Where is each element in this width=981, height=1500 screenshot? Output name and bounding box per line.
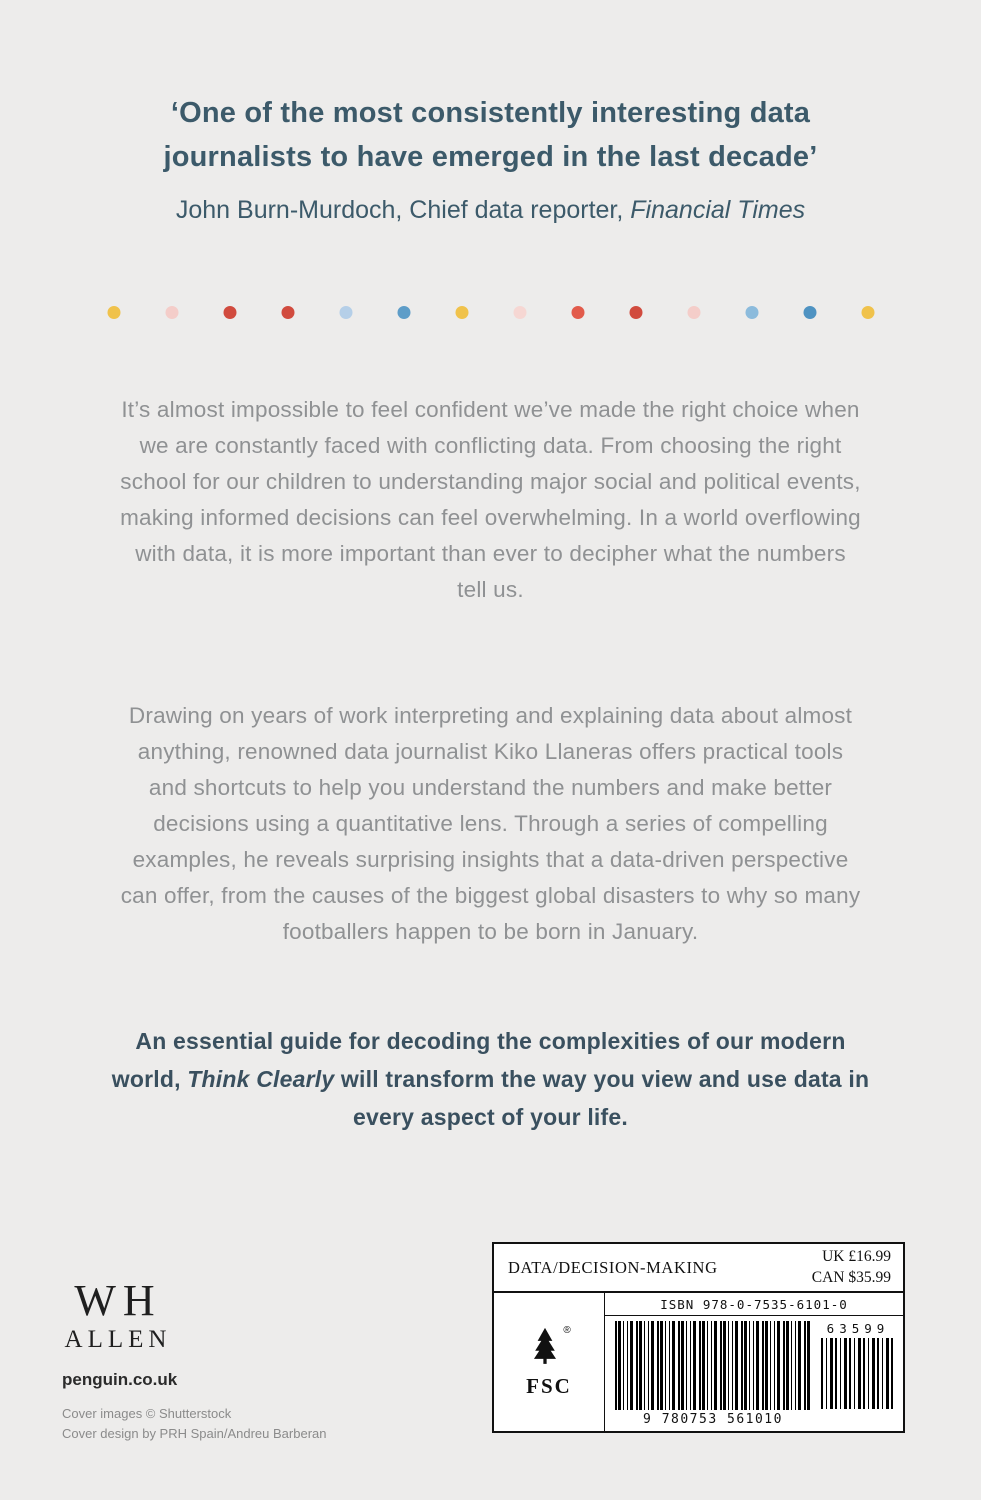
price-can: CAN $35.99 (811, 1268, 891, 1286)
dot (687, 306, 700, 319)
dot (397, 306, 410, 319)
synopsis-paragraph-3 (106, 1022, 876, 1136)
quote-attribution (81, 193, 901, 228)
addon-barcode-bars (821, 1338, 895, 1409)
logo-line-allen: ALLEN (64, 1326, 172, 1354)
synopsis-paragraph-2: Drawing on years of work interpreting and explaining data about almost anything, renowned data journalist Kiko Llaneras offers practical tools and shortcuts to help you understand the numbers and make better decisions using a quantitative lens. Through a series of compelling examples, he reveals surprising insights that a data-driven perspective can offer, from the causes of the biggest global disasters to why so many footballers happen to be born in January. (120, 703, 861, 944)
barcode-box-body (494, 1293, 903, 1431)
price-uk: UK £16.99 (822, 1247, 891, 1265)
p3-text-before: An essential guide for decoding the complexities of our modern world, (111, 1028, 846, 1092)
publisher-website: penguin.co.uk (62, 1370, 178, 1390)
fsc-logo (494, 1293, 604, 1431)
publisher-block (62, 1278, 362, 1444)
cover-credits (62, 1404, 362, 1444)
main-barcode-bars (615, 1321, 811, 1410)
dot (339, 306, 352, 319)
quote-line-1: ‘One of the most consistently interesting data (170, 97, 811, 129)
dot (513, 306, 526, 319)
dot (165, 306, 178, 319)
fsc-tree-icon (527, 1325, 570, 1370)
barcode-box (492, 1242, 905, 1433)
wh-allen-logo (62, 1278, 174, 1354)
dot (223, 306, 236, 319)
dots-row (107, 306, 874, 319)
dot (107, 306, 120, 319)
price-block (812, 1247, 891, 1289)
quote-line-2: journalists to have emerged in the last decade’ (163, 140, 818, 173)
review-quote (81, 92, 901, 179)
dot (571, 306, 584, 319)
p3-text-after: will transform the way you view and use data in every aspect of your life. (334, 1066, 870, 1130)
main-barcode (615, 1321, 811, 1427)
category-label: DATA/DECISION-MAKING (508, 1257, 718, 1277)
barcode-row (605, 1316, 903, 1431)
dot (803, 306, 816, 319)
dot (455, 306, 468, 319)
dot (861, 306, 874, 319)
p3-book-title: Think Clearly (187, 1066, 335, 1092)
dot (281, 306, 294, 319)
isbn-label: ISBN 978-0-7535-6101-0 (605, 1293, 903, 1316)
fsc-registered-mark: ® (563, 1325, 571, 1336)
credit-images: Cover images © Shutterstock (62, 1406, 232, 1422)
fsc-label: FSC (526, 1374, 572, 1398)
attribution-name: John Burn-Murdoch, Chief data reporter, (175, 196, 631, 224)
attribution-publication: Financial Times (630, 196, 806, 224)
barcode-number: 9 780753 561010 (643, 1412, 783, 1427)
credit-design: Cover design by PRH Spain/Andreu Barberan (62, 1426, 327, 1442)
dot (745, 306, 758, 319)
barcode-box-header (494, 1244, 903, 1293)
logo-line-wh: WH (74, 1276, 162, 1325)
synopsis-paragraph-1: It’s almost impossible to feel confident we’ve made the right choice when we are constantly faced with conflicting data. From choosing the right school for our children to understanding major social and political events, making informed decisions can feel overwhelming. In a world overflowing with data, it is more important than ever to decipher what the numbers tell us. (120, 397, 861, 602)
review-quote-block (81, 92, 901, 228)
dot (629, 306, 642, 319)
barcode-area (604, 1293, 903, 1431)
addon-barcode (821, 1321, 895, 1427)
addon-number: 63599 (826, 1321, 890, 1336)
